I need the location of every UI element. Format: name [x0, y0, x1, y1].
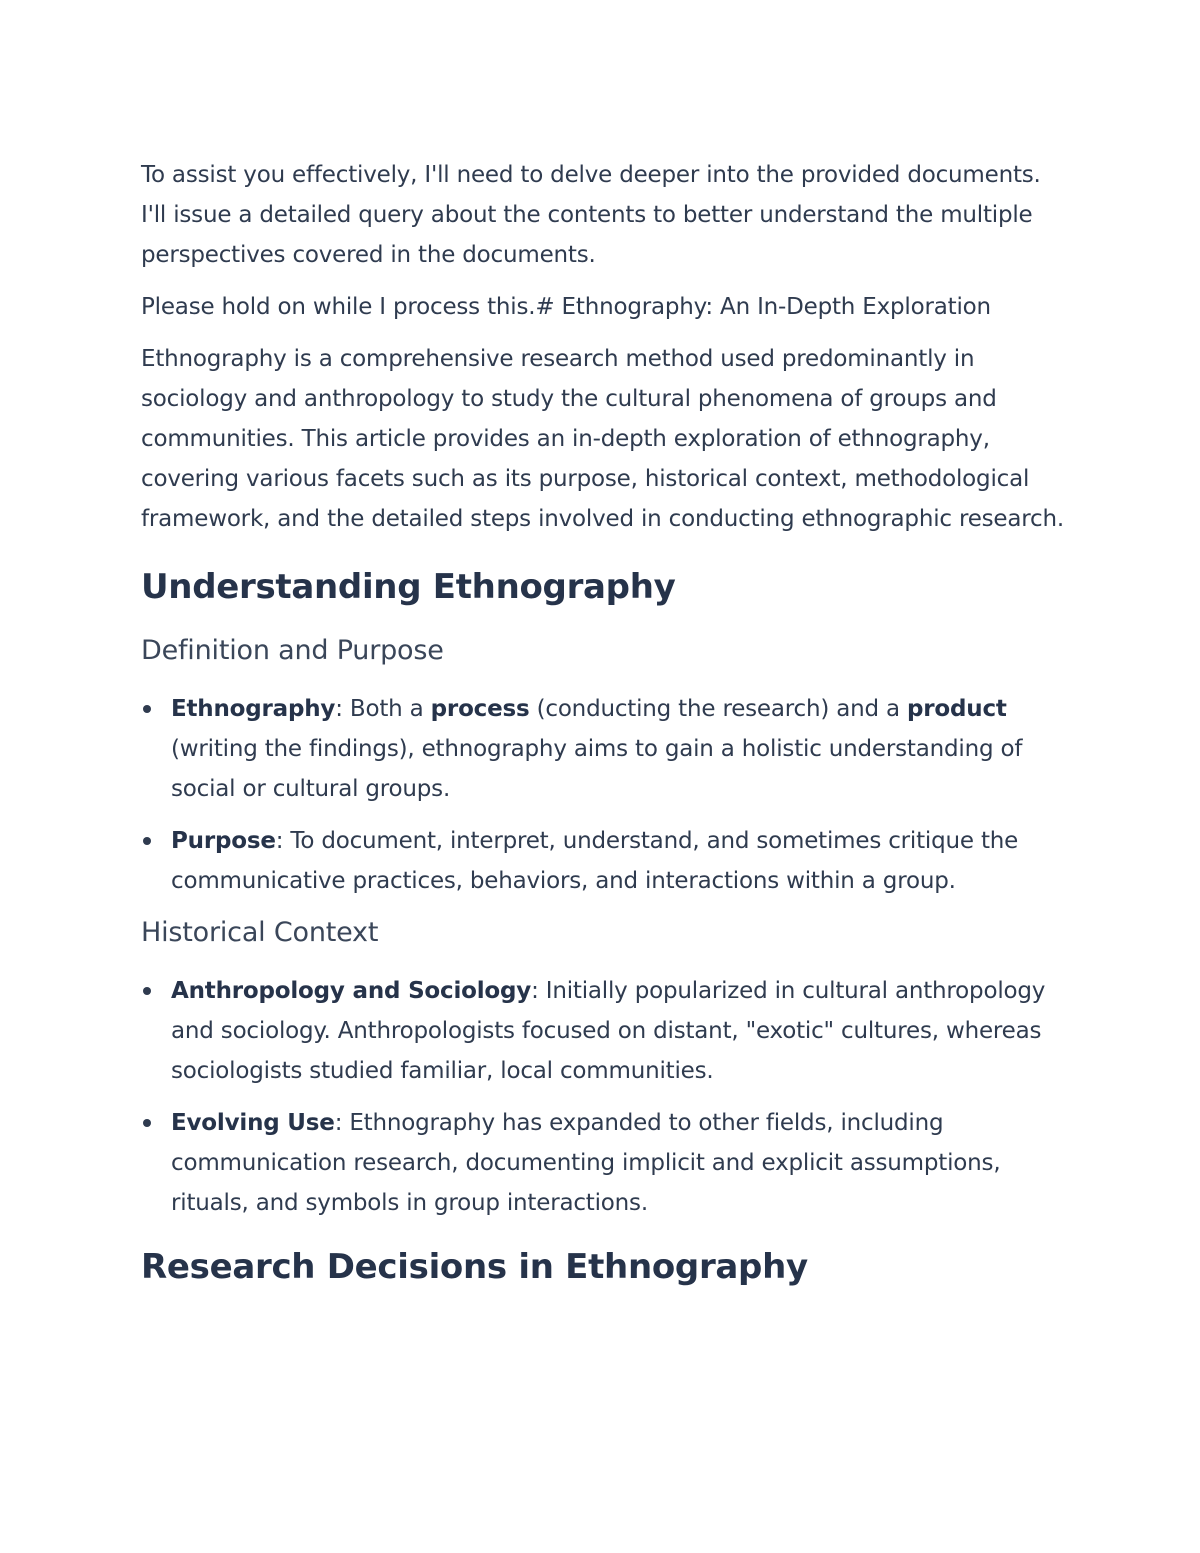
list-item: Evolving Use: Ethnography has expanded to other fields, including communication research, documenting implicit and explicit assumptions, rituals, and symbols in group interactions.	[141, 1103, 1066, 1223]
list-item: Purpose: To document, interpret, understand, and sometimes critique the communicative practices, behaviors, and interactions within a group.	[141, 821, 1066, 901]
bullet-icon	[143, 705, 151, 713]
definition-list	[141, 689, 1066, 901]
intro-paragraph-3: Ethnography is a comprehensive research method used predominantly in sociology and anthropology to study the cultural phenomena of groups and communities. This article provides an in-depth exploration of ethnography, covering various facets such as its purpose, historical context, methodological framework, and the detailed steps involved in conducting ethnographic research.	[141, 346, 1064, 532]
term-purpose: Purpose	[171, 828, 276, 854]
list-item: Ethnography: Both a process (conducting the research) and a product (writing the findings), ethnography aims to gain a holistic understanding of social or cultural groups.	[141, 689, 1066, 809]
bullet-icon	[143, 987, 151, 995]
section-heading-understanding: Understanding Ethnography	[141, 567, 676, 607]
history-list	[141, 971, 1066, 1223]
subheading-historical-context: Historical Context	[141, 917, 379, 948]
intro-paragraph-2: Please hold on while I process this.# Ethnography: An In-Depth Exploration	[141, 294, 991, 320]
bullet-icon	[143, 837, 151, 845]
term-process: process	[430, 696, 530, 722]
term-evolving-use: Evolving Use	[171, 1110, 335, 1136]
term-ethnography: Ethnography	[171, 696, 336, 722]
document-page	[141, 155, 1066, 1289]
term-anthropology-sociology: Anthropology and Sociology	[171, 978, 532, 1004]
subheading-definition-purpose: Definition and Purpose	[141, 635, 444, 666]
list-item: Anthropology and Sociology: Initially popularized in cultural anthropology and sociology. Anthropologists focused on distant, "exotic" cultures, whereas sociologists studied familiar, local communities.	[141, 971, 1066, 1091]
section-heading-research-decisions: Research Decisions in Ethnography	[141, 1247, 808, 1287]
bullet-icon	[143, 1119, 151, 1127]
term-product: product	[907, 696, 1007, 722]
intro-paragraph-1: To assist you effectively, I'll need to delve deeper into the provided documents. I'll issue a detailed query about the contents to better understand the multiple perspectives covered in the documents.	[141, 162, 1041, 268]
